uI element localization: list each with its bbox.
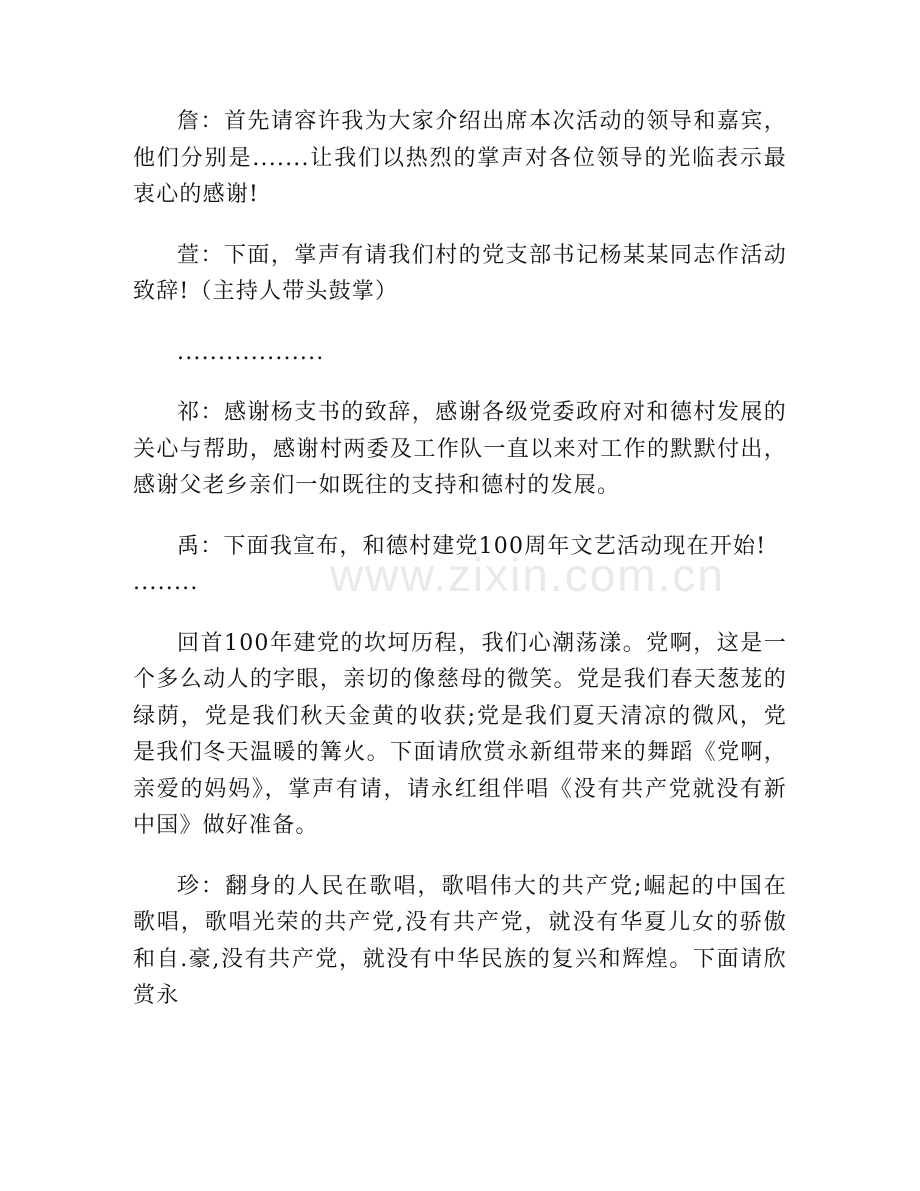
document-body (133, 104, 787, 1039)
paragraph-ellipsis-short: ........ (133, 570, 199, 595)
paragraph-opening: 禹：下面我宣布，和德村建党100周年文艺活动现在开始! (177, 533, 767, 559)
paragraph-thanks: 祁：感谢杨支书的致辞，感谢各级党委政府对和德村发展的关心与帮助，感谢村两委及工作队一直以来对工作的默默付出，感谢父老乡亲们一如既往的支持和德村的发展。 (133, 400, 787, 498)
paragraph-ellipsis: .................. (177, 339, 325, 365)
paragraph-recall: 回首100年建党的坎坷历程，我们心潮荡漾。党啊，这是一个多么动人的字眼，亲切的像慈母的微笑。党是我们春天葱茏的绿荫，党是我们秋天金黄的收获;党是我们夏天清凉的微风，党是我们冬天温暖的篝火。下面请欣赏永新组带来的舞蹈《党啊，亲爱的妈妈》，掌声有请，请永红组伴唱《没有共产党就没有新中国》做好准备。 (133, 630, 787, 838)
watermark-text: www.zixin.com.cn (330, 549, 725, 601)
paragraph-invite-speech: 萱：下面，掌声有请我们村的党支部书记杨某某同志作活动致辞!（主持人带头鼓掌） (133, 242, 787, 304)
paragraph-introduction: 詹：首先请容许我为大家介绍出席本次活动的领导和嘉宾，他们分别是.......让我们以热烈的掌声对各位领导的光临表示最衷心的感谢! (133, 109, 787, 207)
paragraph-singing: 珍：翻身的人民在歌唱，歌唱伟大的共产党;崛起的中国在歌唱，歌唱光荣的共产党,没有共产党，就没有华夏儿女的骄傲和自.豪,没有共产党，就没有中华民族的复兴和辉煌。下面请欣赏永 (133, 873, 787, 1008)
